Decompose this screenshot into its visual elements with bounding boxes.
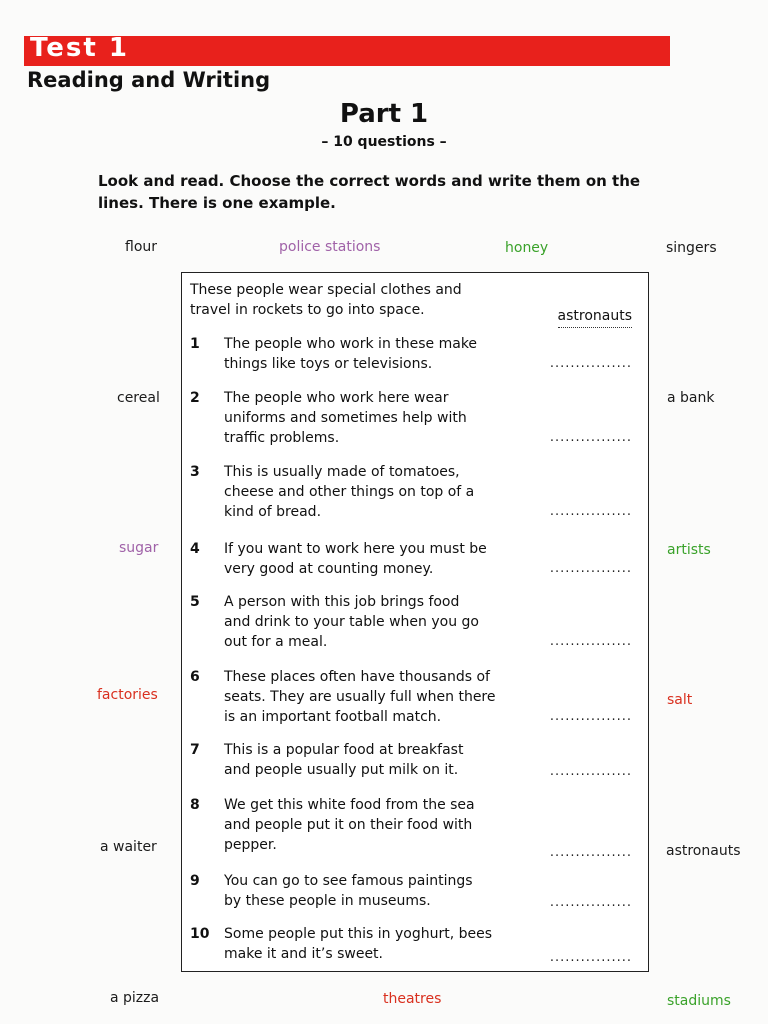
question-line: The people who work in these make [224, 336, 478, 352]
question-number: 10 [190, 926, 210, 942]
instruction-text: Look and read. Choose the correct words and write them on the lines. There is one example. [98, 172, 641, 212]
answer-line[interactable]: ................ [549, 764, 632, 779]
word-a-bank: a bank [667, 390, 715, 406]
example-text [190, 280, 520, 320]
answer-line[interactable]: ................ [549, 561, 632, 576]
question-line: very good at counting money. [224, 561, 434, 577]
question-line: A person with this job brings food [224, 594, 460, 610]
answer-line[interactable]: ................ [549, 950, 632, 965]
question-line: Some people put this in yoghurt, bees [224, 926, 493, 942]
word-sugar: sugar [119, 540, 159, 556]
question-number: 6 [190, 669, 200, 685]
question-text [224, 539, 524, 579]
question-line: out for a meal. [224, 634, 328, 650]
question-line: kind of bread. [224, 504, 322, 520]
word-astronauts: astronauts [666, 843, 741, 859]
word-stadiums: stadiums [667, 993, 731, 1009]
question-number: 4 [190, 541, 200, 557]
word-a-waiter: a waiter [100, 839, 157, 855]
question-line: by these people in museums. [224, 893, 431, 909]
answer-line[interactable]: ................ [549, 709, 632, 724]
question-text [224, 667, 524, 727]
question-number: 1 [190, 336, 200, 352]
section-subtitle: Reading and Writing [27, 68, 271, 92]
question-line: things like toys or televisions. [224, 356, 433, 372]
question-line: The people who work here wear [224, 390, 449, 406]
part-title: Part 1 [339, 99, 429, 129]
answer-line[interactable]: ................ [549, 634, 632, 649]
word-police-stations: police stations [279, 239, 381, 255]
word-theatres: theatres [383, 991, 442, 1007]
answer-line[interactable]: ................ [549, 430, 632, 445]
question-text [224, 871, 524, 911]
answer-line[interactable]: ................ [549, 504, 632, 519]
question-line: If you want to work here you must be [224, 541, 487, 557]
question-line: These places often have thousands of [224, 669, 490, 685]
question-number: 7 [190, 742, 200, 758]
question-line: We get this white food from the sea [224, 797, 475, 813]
question-line: cheese and other things on top of a [224, 484, 475, 500]
example-line: travel in rockets to go into space. [190, 302, 425, 318]
example-line: These people wear special clothes and [190, 282, 462, 298]
question-line: make it and it’s sweet. [224, 946, 383, 962]
question-text [224, 388, 524, 448]
questions-box [181, 272, 649, 972]
word-a-pizza: a pizza [110, 990, 160, 1006]
question-line: and people put it on their food with [224, 817, 473, 833]
word-factories: factories [97, 687, 158, 703]
answer-line[interactable]: ................ [549, 356, 632, 371]
question-text [224, 462, 524, 522]
question-line: pepper. [224, 837, 277, 853]
test-header-bar [24, 33, 670, 66]
questions-count: – 10 questions – [321, 134, 447, 150]
answer-line[interactable]: ................ [549, 895, 632, 910]
question-text [224, 592, 524, 652]
word-artists: artists [667, 542, 711, 558]
question-line: uniforms and sometimes help with [224, 410, 467, 426]
question-text [224, 334, 524, 374]
word-cereal: cereal [117, 390, 160, 406]
question-number: 9 [190, 873, 200, 889]
answer-line[interactable]: ................ [549, 845, 632, 860]
question-line: traffic problems. [224, 430, 340, 446]
test-label: Test 1 [30, 33, 129, 63]
question-number: 5 [190, 594, 200, 610]
question-line: is an important football match. [224, 709, 442, 725]
question-number: 2 [190, 390, 200, 406]
question-line: This is a popular food at breakfast [224, 742, 464, 758]
question-line: seats. They are usually full when there [224, 689, 496, 705]
question-line: You can go to see famous paintings [224, 873, 473, 889]
word-honey: honey [505, 240, 549, 256]
question-line: and people usually put milk on it. [224, 762, 459, 778]
question-line: and drink to your table when you go [224, 614, 479, 630]
question-text [224, 924, 524, 964]
question-number: 3 [190, 464, 200, 480]
word-salt: salt [667, 692, 693, 708]
question-text [224, 795, 524, 855]
word-flour: flour [125, 239, 158, 255]
question-number: 8 [190, 797, 200, 813]
question-text [224, 740, 524, 780]
example-answer: astronauts [558, 306, 632, 328]
question-line: This is usually made of tomatoes, [224, 464, 460, 480]
word-singers: singers [666, 240, 717, 256]
